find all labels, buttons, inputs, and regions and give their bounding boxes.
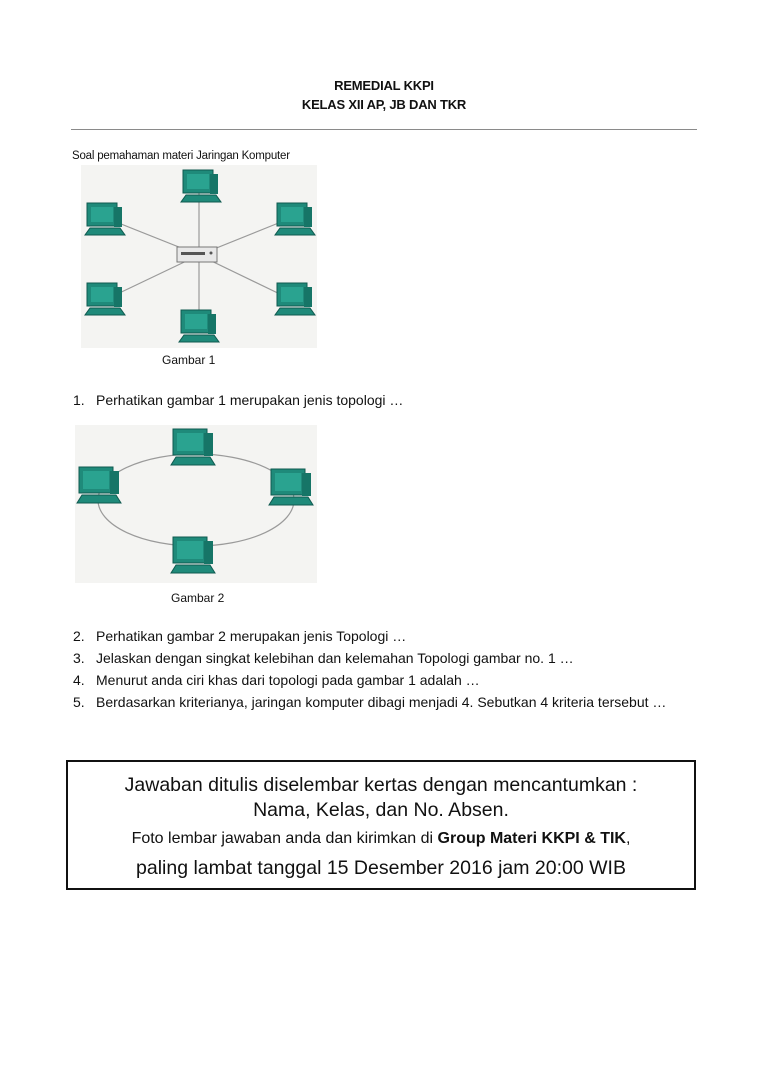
hub-icon [177,247,217,262]
figure-star-topology [81,165,317,348]
question-text: Perhatikan gambar 1 merupakan jenis topologi … [96,392,404,408]
question-text: Perhatikan gambar 2 merupakan jenis Topologi … [96,628,407,644]
header-divider [71,129,697,130]
question-number: 4. [73,672,85,688]
question-text: Menurut anda ciri khas dari topologi pada gambar 1 adalah … [96,672,480,688]
group-name: Group Materi KKPI & TIK [437,830,626,847]
question-3 [73,648,703,668]
question-number: 1. [73,392,85,408]
figure-ring-topology [75,425,317,583]
question-number: 2. [73,628,85,644]
page-title: REMEDIAL KKPI [334,78,434,93]
instruction-line-3-text: Foto lembar jawaban anda dan kirimkan di [131,830,438,847]
intro-text: Soal pemahaman materi Jaringan Komputer [72,150,290,162]
question-number: 3. [73,650,85,666]
instruction-line-2: Nama, Kelas, dan No. Absen. [253,799,509,821]
deadline-line: paling lambat tanggal 15 Desember 2016 jam 20:00 WIB [136,857,626,879]
question-text: Berdasarkan kriterianya, jaringan komputer dibagi menjadi 4. Sebutkan 4 kriteria tersebut … [96,694,667,710]
question-text: Jelaskan dengan singkat kelebihan dan kelemahan Topologi gambar no. 1 … [96,650,574,666]
question-1 [73,390,703,410]
question-5 [73,692,703,712]
question-2 [73,626,703,646]
figure-1-caption: Gambar 1 [162,353,216,367]
page-subtitle: KELAS XII AP, JB DAN TKR [301,97,467,112]
question-number: 5. [73,694,85,710]
instruction-box [66,760,696,890]
figure-2-caption: Gambar 2 [171,591,225,605]
question-4 [73,670,703,690]
instruction-line-3-end: , [625,830,631,847]
instruction-line-3 [68,830,694,848]
instruction-line-1: Jawaban ditulis diselembar kertas dengan mencantumkan : [124,774,638,796]
